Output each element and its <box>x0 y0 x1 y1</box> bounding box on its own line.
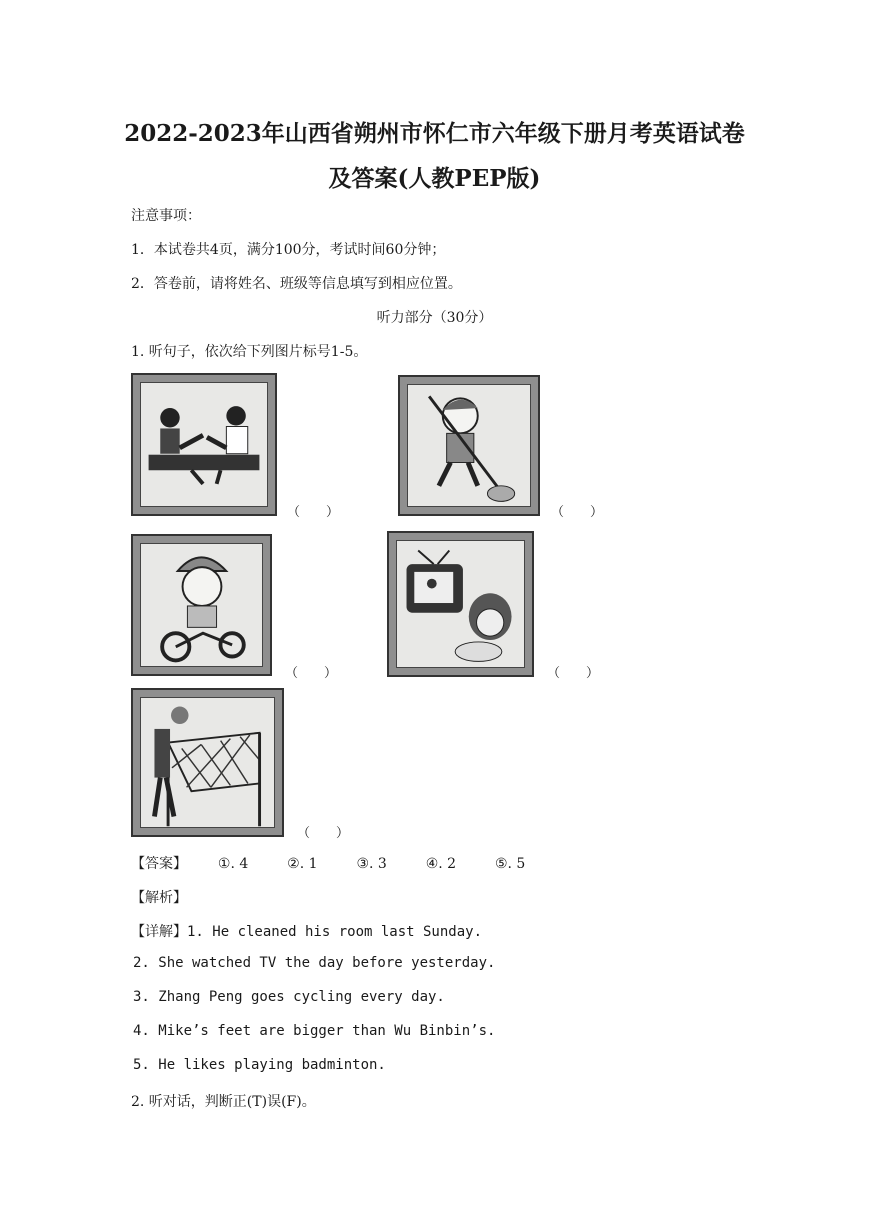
analysis-label: 【解析】 <box>131 890 187 906</box>
detail-label: 【详解】 <box>131 924 187 940</box>
question-1-instruction: 1. 听句子，依次给下列图片标号1-5。 <box>131 344 368 360</box>
notice-item-1: 1．本试卷共4页，满分100分，考试时间60分钟； <box>131 242 446 258</box>
answer-1: ①. 4 <box>217 856 249 872</box>
answer-3: ③. 3 <box>356 856 387 872</box>
girl-playing-badminton-icon <box>131 688 284 837</box>
picture-4-answer-blank[interactable]: （ ） <box>547 666 600 681</box>
answer-label: 【答案】 <box>131 856 187 872</box>
girl-watching-tv-icon <box>387 531 534 677</box>
notice-heading: 注意事项： <box>131 208 201 224</box>
picture-1-answer-blank[interactable]: （ ） <box>287 505 340 520</box>
document-title-line1: 2022-2023年山西省朔州市怀仁市六年级下册月考英语试卷 <box>124 120 745 147</box>
detail-sentence-5: 5. He likes playing badminton. <box>133 1057 386 1073</box>
detail-sentence-1: 1. He cleaned his room last Sunday. <box>187 924 483 940</box>
boy-sweeping-floor-icon <box>398 375 540 516</box>
section-title: 听力部分（30分） <box>376 310 493 326</box>
detail-sentence-4: 4. Mike’s feet are bigger than Wu Binbin’s. <box>133 1023 496 1039</box>
picture-5-answer-blank[interactable]: （ ） <box>297 826 350 841</box>
picture-2-answer-blank[interactable]: （ ） <box>551 505 604 520</box>
answer-5: ⑤. 5 <box>494 856 526 872</box>
notice-item-2: 2．答卷前，请将姓名、班级等信息填写到相应位置。 <box>131 276 462 292</box>
two-boys-sitting-on-bench-icon <box>131 373 277 516</box>
detail-sentence-3: 3. Zhang Peng goes cycling every day. <box>133 989 445 1005</box>
answer-2: ②. 1 <box>287 856 318 872</box>
detail-row-1 <box>131 921 482 941</box>
picture-3-answer-blank[interactable]: （ ） <box>285 666 338 681</box>
question-2-instruction: 2. 听对话，判断正(T)误(F)。 <box>131 1094 316 1110</box>
detail-sentence-2: 2. She watched TV the day before yesterday. <box>133 955 496 971</box>
document-title-line2: 及答案(人教PEP版) <box>328 165 541 192</box>
answer-4: ④. 2 <box>425 856 457 872</box>
boy-riding-bicycle-icon <box>131 534 272 676</box>
answer-row <box>131 853 525 873</box>
